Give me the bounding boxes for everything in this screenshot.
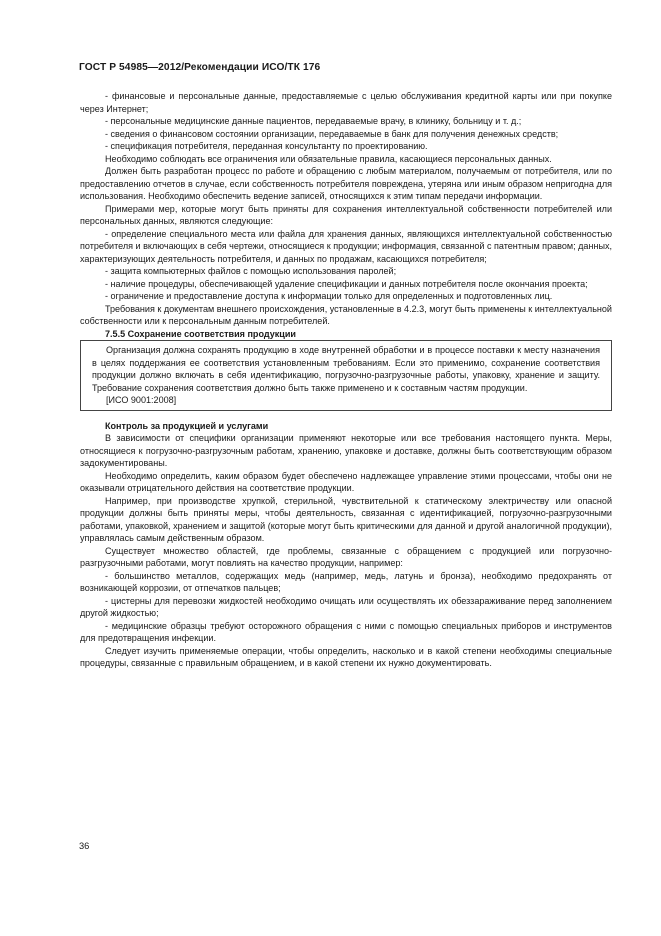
paragraph: Необходимо определить, каким образом будет обеспечено надлежащее управление этими процессами, чтобы они не оказывали отрицательного действия на соответствие продукции. xyxy=(80,470,612,493)
paragraph: - медицинские образцы требуют осторожного обращения с ними с помощью специальных приборов и инструментов для предотвращения инфекции. xyxy=(80,620,612,643)
paragraph: - ограничение и предоставление доступа к информации только для определенных и подготовленных лиц. xyxy=(105,291,553,301)
paragraph: - финансовые и персональные данные, предоставляемые с целью обслуживания кредитной карты или при покупке через Интернет; xyxy=(80,91,612,114)
paragraph: - определение специального места или файла для хранения данных, являющихся интеллектуальной собственностью потребителя и включающих в себя чертежи, относящиеся к продукции; информация, связанной с патентным правом; данных, характеризующих деятельность потребителя, и данных по продажам, касающихся потребителя; xyxy=(80,228,612,264)
paragraph: Требования к документам внешнего происхождения, установленные в 4.2.3, могут быть применены к интеллектуальной собственности или к персональным данным потребителей. xyxy=(80,303,612,326)
document-header: ГОСТ Р 54985—2012/Рекомендации ИСО/ТК 176 xyxy=(79,62,321,73)
paragraph: - наличие процедуры, обеспечивающей удаление спецификации и данных потребителя после окончания проекта; xyxy=(105,278,588,289)
paragraph: - сведения о финансовом состоянии организации, передаваемые в банк для получения денежных средств; xyxy=(105,128,559,139)
document-body xyxy=(80,90,612,670)
page-number: 36 xyxy=(79,841,90,851)
paragraph: Должен быть разработан процесс по работе и обращению с любым материалом, получаемым от потребителя, или по предоставлению отчетов в случае, если собственность потребителя повреждена, утеряна или иным образом непригодна для использования. Необходимо обеспечить ведение записей, относящихся к этим типам передачи информации. xyxy=(80,166,612,201)
standard-quote-box xyxy=(80,340,612,411)
paragraph: - спецификация потребителя, переданная консультанту по проектированию. xyxy=(105,141,428,151)
quote-text: Организация должна сохранять продукцию в ходе внутренней обработки и в процессе поставки к месту назначения в целях поддержания ее соответствия установленным требованиям. Если это применимо, сохранение соответствия продукции должно включать в себя идентификацию, погрузочно-разгрузочные работы, упаковку, хранение и защиту. Требование сохранения соответствия должно быть также применено и к составным частям продукции. xyxy=(92,345,600,393)
paragraph: Необходимо соблюдать все ограничения или обязательные правила, касающиеся персональных данных. xyxy=(105,153,552,164)
paragraph: - цистерны для перевозки жидкостей необходимо очищать или осуществлять их обеззараживание перед заполнением другой жидкостью; xyxy=(80,595,612,618)
quote-source: [ИСО 9001:2008] xyxy=(106,395,177,405)
paragraph: Следует изучить применяемые операции, чтобы определить, насколько и в какой степени необходимы специальные процедуры, связанные с правильным обращением, и в какой степени их нужно документировать. xyxy=(80,645,612,668)
section-heading: 7.5.5 Сохранение соответствия продукции xyxy=(105,328,296,339)
paragraph: Существует множество областей, где проблемы, связанные с обращением с продукцией или погрузочно-разгрузочными работами, могут повлиять на качество продукции, например: xyxy=(80,545,612,568)
paragraph: - персональные медицинские данные пациентов, передаваемые врачу, в клинику, больницу и т. д.; xyxy=(105,116,522,126)
subsection-heading: Контроль за продукцией и услугами xyxy=(105,420,269,431)
paragraph: - защита компьютерных файлов с помощью использования паролей; xyxy=(105,266,397,276)
paragraph: В зависимости от специфики организации применяют некоторые или все требования настоящего пункта. Меры, относящиеся к погрузочно-разгрузочным работам, хранению, упаковке и доставке, должны быть соответствующим образом задокументированы. xyxy=(80,433,612,468)
paragraph: Например, при производстве хрупкой, стерильной, чувствительной к статическому электричеству или опасной продукции должны быть приняты меры, чтобы деятельность, связанная с идентификацией, погрузочно-разгрузочными работами, упаковкой, хранением и защитой (которые могут быть критическими для данной и другой аналогичной продукции), управлялась самым действенным образом. xyxy=(80,495,612,543)
paragraph: - большинство металлов, содержащих медь (например, медь, латунь и бронза), необходимо предохранять от возникающей коррозии, от отпечатков пальцев; xyxy=(80,570,612,593)
paragraph: Примерами мер, которые могут быть приняты для сохранения интеллектуальной собственности потребителей или персональных данных, являются следующие: xyxy=(80,203,612,226)
